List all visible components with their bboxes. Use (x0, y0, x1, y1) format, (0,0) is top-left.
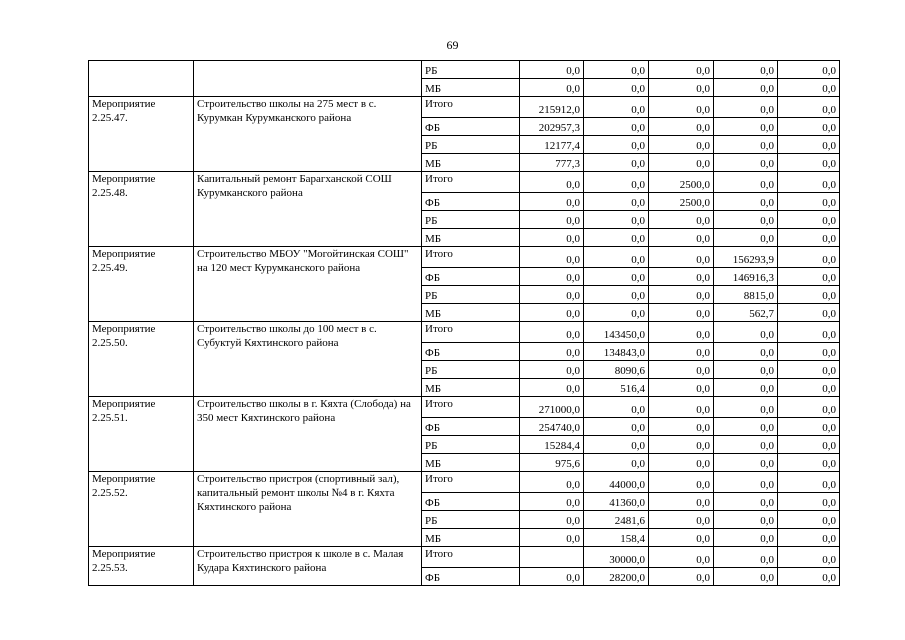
amount-cell: 2481,6 (584, 511, 649, 529)
amount-cell: 0,0 (778, 79, 840, 97)
amount-cell: 516,4 (584, 379, 649, 397)
amount-cell: 8090,6 (584, 361, 649, 379)
amount-cell: 2500,0 (649, 193, 714, 211)
amount-cell: 0,0 (778, 229, 840, 247)
amount-cell: 0,0 (520, 193, 584, 211)
funding-source-cell: МБ (422, 79, 520, 97)
event-label-cell: Мероприятие 2.25.47. (89, 97, 194, 172)
amount-cell: 12177,4 (520, 136, 584, 154)
amount-cell: 0,0 (520, 286, 584, 304)
amount-cell: 0,0 (649, 247, 714, 268)
amount-cell: 0,0 (584, 229, 649, 247)
amount-cell: 0,0 (520, 229, 584, 247)
amount-cell: 0,0 (778, 454, 840, 472)
amount-cell: 0,0 (520, 472, 584, 493)
amount-cell: 0,0 (714, 361, 778, 379)
amount-cell: 0,0 (714, 529, 778, 547)
amount-cell: 0,0 (649, 61, 714, 79)
amount-cell: 0,0 (520, 493, 584, 511)
amount-cell: 0,0 (520, 79, 584, 97)
amount-cell: 0,0 (649, 397, 714, 418)
event-label-cell: Мероприятие 2.25.49. (89, 247, 194, 322)
funding-source-cell: ФБ (422, 118, 520, 136)
amount-cell: 28200,0 (584, 568, 649, 586)
amount-cell: 143450,0 (584, 322, 649, 343)
event-description-cell: Строительство школы на 275 мест в с. Курумкан Курумканского района (194, 97, 422, 172)
table-row (89, 547, 840, 568)
amount-cell: 0,0 (520, 247, 584, 268)
amount-cell: 44000,0 (584, 472, 649, 493)
amount-cell: 0,0 (714, 118, 778, 136)
amount-cell: 0,0 (584, 436, 649, 454)
amount-cell: 271000,0 (520, 397, 584, 418)
amount-cell: 0,0 (584, 211, 649, 229)
amount-cell: 0,0 (520, 172, 584, 193)
amount-cell: 0,0 (649, 286, 714, 304)
amount-cell: 0,0 (520, 379, 584, 397)
table-row (89, 97, 840, 118)
amount-cell: 0,0 (649, 304, 714, 322)
amount-cell: 0,0 (520, 343, 584, 361)
event-description-cell: Строительство пристроя (спортивный зал), капитальный ремонт школы №4 в г. Кяхта Кяхтинского района (194, 472, 422, 547)
amount-cell: 0,0 (714, 547, 778, 568)
table-row (89, 322, 840, 343)
amount-cell: 0,0 (778, 397, 840, 418)
amount-cell: 0,0 (520, 322, 584, 343)
amount-cell: 0,0 (778, 97, 840, 118)
amount-cell: 0,0 (649, 493, 714, 511)
amount-cell: 0,0 (778, 304, 840, 322)
amount-cell: 0,0 (584, 172, 649, 193)
amount-cell: 156293,9 (714, 247, 778, 268)
amount-cell: 0,0 (649, 529, 714, 547)
amount-cell: 0,0 (714, 343, 778, 361)
funding-source-cell: ФБ (422, 268, 520, 286)
table-row (89, 172, 840, 193)
funding-source-cell: МБ (422, 379, 520, 397)
amount-cell: 0,0 (520, 211, 584, 229)
amount-cell: 0,0 (778, 193, 840, 211)
amount-cell: 0,0 (520, 568, 584, 586)
amount-cell: 0,0 (584, 268, 649, 286)
amount-cell: 0,0 (649, 268, 714, 286)
amount-cell: 254740,0 (520, 418, 584, 436)
amount-cell: 0,0 (649, 472, 714, 493)
amount-cell: 0,0 (714, 61, 778, 79)
amount-cell: 0,0 (649, 343, 714, 361)
amount-cell: 0,0 (584, 61, 649, 79)
amount-cell: 0,0 (714, 322, 778, 343)
amount-cell: 0,0 (584, 79, 649, 97)
amount-cell: 0,0 (520, 61, 584, 79)
amount-cell: 0,0 (649, 322, 714, 343)
funding-source-cell: МБ (422, 154, 520, 172)
event-label-cell: Мероприятие 2.25.53. (89, 547, 194, 586)
amount-cell: 0,0 (778, 343, 840, 361)
event-description-cell (194, 61, 422, 97)
amount-cell: 0,0 (714, 211, 778, 229)
funding-source-cell: ФБ (422, 343, 520, 361)
amount-cell: 0,0 (714, 454, 778, 472)
event-label-cell (89, 61, 194, 97)
amount-cell: 0,0 (714, 379, 778, 397)
funding-source-cell: Итого (422, 397, 520, 418)
event-label-cell: Мероприятие 2.25.52. (89, 472, 194, 547)
table-row (89, 247, 840, 268)
funding-source-cell: МБ (422, 304, 520, 322)
amount-cell: 0,0 (584, 286, 649, 304)
funding-source-cell: РБ (422, 436, 520, 454)
funding-source-cell: ФБ (422, 418, 520, 436)
amount-cell: 0,0 (520, 361, 584, 379)
amount-cell (520, 547, 584, 568)
amount-cell: 0,0 (714, 229, 778, 247)
amount-cell: 0,0 (778, 247, 840, 268)
funding-source-cell: МБ (422, 454, 520, 472)
amount-cell: 0,0 (778, 118, 840, 136)
amount-cell: 0,0 (714, 154, 778, 172)
funding-source-cell: Итого (422, 472, 520, 493)
amount-cell: 0,0 (520, 511, 584, 529)
amount-cell: 0,0 (714, 193, 778, 211)
amount-cell: 0,0 (778, 529, 840, 547)
amount-cell: 0,0 (584, 418, 649, 436)
funding-source-cell: ФБ (422, 193, 520, 211)
amount-cell: 0,0 (714, 172, 778, 193)
event-description-cell: Строительство пристроя к школе в с. Малая Кудара Кяхтинского района (194, 547, 422, 586)
event-label-cell: Мероприятие 2.25.48. (89, 172, 194, 247)
amount-cell: 0,0 (778, 172, 840, 193)
funding-source-cell: РБ (422, 286, 520, 304)
funding-source-cell: РБ (422, 511, 520, 529)
amount-cell: 0,0 (778, 568, 840, 586)
amount-cell: 0,0 (649, 229, 714, 247)
funding-source-cell: МБ (422, 529, 520, 547)
funding-source-cell: РБ (422, 361, 520, 379)
amount-cell: 0,0 (649, 436, 714, 454)
event-description-cell: Строительство МБОУ "Могойтинская СОШ" на 120 мест Курумканского района (194, 247, 422, 322)
amount-cell: 0,0 (649, 511, 714, 529)
amount-cell: 0,0 (584, 154, 649, 172)
amount-cell: 0,0 (649, 418, 714, 436)
amount-cell: 2500,0 (649, 172, 714, 193)
funding-source-cell: РБ (422, 136, 520, 154)
amount-cell: 0,0 (778, 436, 840, 454)
event-description-cell: Капитальный ремонт Барагханской СОШ Курумканского района (194, 172, 422, 247)
amount-cell: 0,0 (778, 268, 840, 286)
event-label-cell: Мероприятие 2.25.50. (89, 322, 194, 397)
table-row (89, 472, 840, 493)
amount-cell: 0,0 (584, 304, 649, 322)
amount-cell: 0,0 (778, 547, 840, 568)
amount-cell: 0,0 (778, 361, 840, 379)
amount-cell: 0,0 (714, 568, 778, 586)
amount-cell: 0,0 (649, 454, 714, 472)
amount-cell: 0,0 (778, 511, 840, 529)
amount-cell: 0,0 (584, 247, 649, 268)
funding-source-cell: РБ (422, 211, 520, 229)
amount-cell: 0,0 (778, 379, 840, 397)
amount-cell: 562,7 (714, 304, 778, 322)
amount-cell: 0,0 (778, 211, 840, 229)
amount-cell: 215912,0 (520, 97, 584, 118)
amount-cell: 0,0 (584, 193, 649, 211)
amount-cell: 0,0 (584, 397, 649, 418)
amount-cell: 0,0 (714, 511, 778, 529)
funding-source-cell: Итого (422, 172, 520, 193)
funding-source-cell: ФБ (422, 493, 520, 511)
funding-table (88, 60, 840, 586)
amount-cell: 0,0 (584, 118, 649, 136)
amount-cell: 0,0 (778, 418, 840, 436)
funding-source-cell: Итого (422, 97, 520, 118)
amount-cell: 0,0 (520, 268, 584, 286)
event-description-cell: Строительство школы в г. Кяхта (Слобода) на 350 мест Кяхтинского района (194, 397, 422, 472)
amount-cell: 30000,0 (584, 547, 649, 568)
amount-cell: 0,0 (520, 304, 584, 322)
amount-cell: 0,0 (714, 436, 778, 454)
table-row (89, 397, 840, 418)
amount-cell: 146916,3 (714, 268, 778, 286)
event-description-cell: Строительство школы до 100 мест в с. Субуктуй Кяхтинского района (194, 322, 422, 397)
amount-cell: 0,0 (649, 379, 714, 397)
amount-cell: 0,0 (649, 568, 714, 586)
amount-cell: 0,0 (778, 472, 840, 493)
funding-source-cell: Итого (422, 322, 520, 343)
table-row (89, 61, 840, 79)
funding-source-cell: РБ (422, 61, 520, 79)
amount-cell: 0,0 (584, 136, 649, 154)
amount-cell: 0,0 (649, 361, 714, 379)
amount-cell: 15284,4 (520, 436, 584, 454)
amount-cell: 777,3 (520, 154, 584, 172)
amount-cell: 0,0 (649, 547, 714, 568)
amount-cell: 134843,0 (584, 343, 649, 361)
amount-cell: 0,0 (649, 211, 714, 229)
amount-cell: 0,0 (714, 418, 778, 436)
amount-cell: 0,0 (714, 97, 778, 118)
funding-source-cell: Итого (422, 247, 520, 268)
amount-cell: 8815,0 (714, 286, 778, 304)
amount-cell: 0,0 (584, 97, 649, 118)
funding-source-cell: МБ (422, 229, 520, 247)
amount-cell: 158,4 (584, 529, 649, 547)
amount-cell: 0,0 (714, 493, 778, 511)
amount-cell: 0,0 (778, 154, 840, 172)
amount-cell: 0,0 (584, 454, 649, 472)
amount-cell: 0,0 (649, 79, 714, 97)
amount-cell: 0,0 (714, 472, 778, 493)
amount-cell: 0,0 (778, 322, 840, 343)
amount-cell: 975,6 (520, 454, 584, 472)
amount-cell: 0,0 (778, 136, 840, 154)
page-number: 69 (446, 38, 459, 52)
amount-cell: 0,0 (714, 79, 778, 97)
amount-cell: 0,0 (649, 97, 714, 118)
amount-cell: 0,0 (649, 118, 714, 136)
amount-cell: 0,0 (714, 136, 778, 154)
amount-cell: 0,0 (714, 397, 778, 418)
amount-cell: 0,0 (778, 286, 840, 304)
amount-cell: 0,0 (778, 61, 840, 79)
amount-cell: 0,0 (649, 154, 714, 172)
amount-cell: 0,0 (649, 136, 714, 154)
amount-cell: 0,0 (520, 529, 584, 547)
amount-cell: 0,0 (778, 493, 840, 511)
funding-source-cell: ФБ (422, 568, 520, 586)
amount-cell: 202957,3 (520, 118, 584, 136)
funding-source-cell: Итого (422, 547, 520, 568)
amount-cell: 41360,0 (584, 493, 649, 511)
event-label-cell: Мероприятие 2.25.51. (89, 397, 194, 472)
